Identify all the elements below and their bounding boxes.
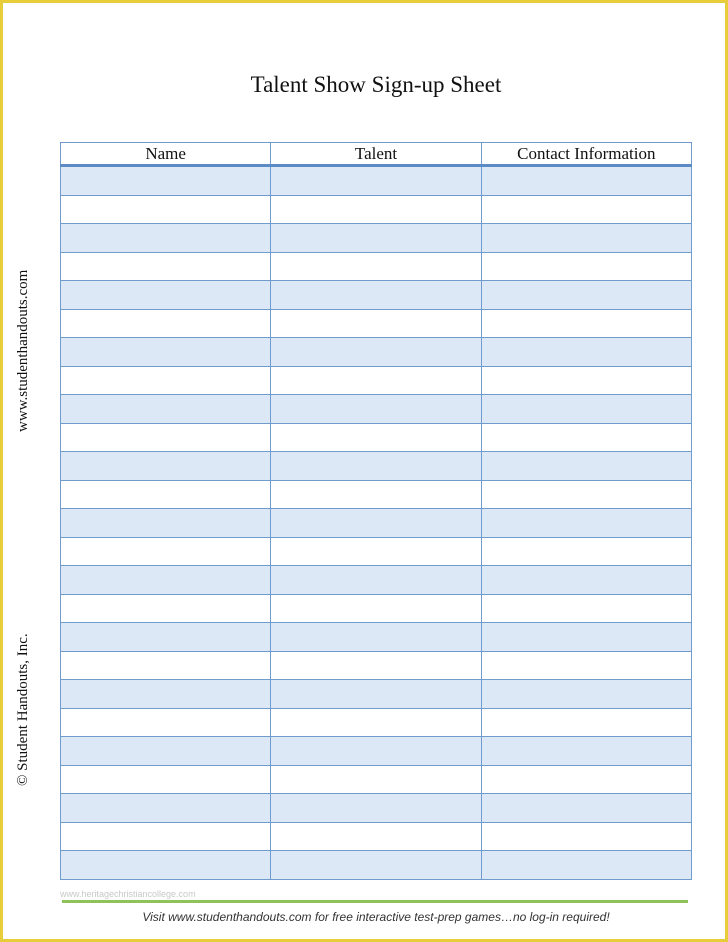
talent-cell[interactable] (271, 309, 481, 338)
talent-cell[interactable] (271, 480, 481, 509)
contact-cell[interactable] (481, 452, 691, 481)
table-row (61, 195, 692, 224)
talent-cell[interactable] (271, 252, 481, 281)
talent-cell[interactable] (271, 851, 481, 880)
name-cell[interactable] (61, 851, 271, 880)
table-row (61, 737, 692, 766)
contact-cell[interactable] (481, 366, 691, 395)
name-cell[interactable] (61, 166, 271, 196)
talent-cell[interactable] (271, 566, 481, 595)
talent-cell[interactable] (271, 452, 481, 481)
table-row (61, 395, 692, 424)
name-cell[interactable] (61, 765, 271, 794)
table-row (61, 480, 692, 509)
name-cell[interactable] (61, 195, 271, 224)
talent-cell[interactable] (271, 338, 481, 367)
table-header-row (61, 143, 692, 166)
side-website-text: www.studenthandouts.com (15, 269, 31, 432)
contact-cell[interactable] (481, 281, 691, 310)
name-cell[interactable] (61, 623, 271, 652)
name-cell[interactable] (61, 651, 271, 680)
column-header-talent: Talent (271, 143, 481, 166)
table-row (61, 509, 692, 538)
table-row (61, 452, 692, 481)
table-row (61, 623, 692, 652)
name-cell[interactable] (61, 480, 271, 509)
column-header-contact: Contact Information (481, 143, 691, 166)
watermark-text: www.heritagechristiancollege.com (60, 889, 196, 899)
talent-cell[interactable] (271, 794, 481, 823)
side-copyright-text: © Student Handouts, Inc. (15, 633, 31, 786)
contact-cell[interactable] (481, 594, 691, 623)
contact-cell[interactable] (481, 423, 691, 452)
talent-cell[interactable] (271, 680, 481, 709)
table-row (61, 680, 692, 709)
contact-cell[interactable] (481, 794, 691, 823)
talent-cell[interactable] (271, 195, 481, 224)
table-row (61, 594, 692, 623)
name-cell[interactable] (61, 680, 271, 709)
contact-cell[interactable] (481, 252, 691, 281)
table-row (61, 765, 692, 794)
name-cell[interactable] (61, 594, 271, 623)
table-row (61, 851, 692, 880)
contact-cell[interactable] (481, 338, 691, 367)
name-cell[interactable] (61, 281, 271, 310)
contact-cell[interactable] (481, 708, 691, 737)
talent-cell[interactable] (271, 623, 481, 652)
contact-cell[interactable] (481, 623, 691, 652)
table-row (61, 224, 692, 253)
contact-cell[interactable] (481, 224, 691, 253)
name-cell[interactable] (61, 423, 271, 452)
talent-cell[interactable] (271, 395, 481, 424)
contact-cell[interactable] (481, 851, 691, 880)
name-cell[interactable] (61, 366, 271, 395)
signup-table (60, 142, 692, 880)
talent-cell[interactable] (271, 366, 481, 395)
table-row (61, 166, 692, 196)
name-cell[interactable] (61, 309, 271, 338)
talent-cell[interactable] (271, 822, 481, 851)
name-cell[interactable] (61, 395, 271, 424)
table-row (61, 366, 692, 395)
name-cell[interactable] (61, 566, 271, 595)
contact-cell[interactable] (481, 195, 691, 224)
talent-cell[interactable] (271, 281, 481, 310)
talent-cell[interactable] (271, 509, 481, 538)
name-cell[interactable] (61, 737, 271, 766)
talent-cell[interactable] (271, 708, 481, 737)
contact-cell[interactable] (481, 480, 691, 509)
table-row (61, 708, 692, 737)
name-cell[interactable] (61, 509, 271, 538)
name-cell[interactable] (61, 822, 271, 851)
name-cell[interactable] (61, 252, 271, 281)
table-row (61, 423, 692, 452)
contact-cell[interactable] (481, 822, 691, 851)
table-body (61, 166, 692, 880)
table-row (61, 537, 692, 566)
contact-cell[interactable] (481, 651, 691, 680)
contact-cell[interactable] (481, 509, 691, 538)
name-cell[interactable] (61, 537, 271, 566)
contact-cell[interactable] (481, 395, 691, 424)
contact-cell[interactable] (481, 765, 691, 794)
contact-cell[interactable] (481, 737, 691, 766)
page-title: Talent Show Sign-up Sheet (250, 72, 502, 97)
contact-cell[interactable] (481, 680, 691, 709)
name-cell[interactable] (61, 224, 271, 253)
talent-cell[interactable] (271, 537, 481, 566)
contact-cell[interactable] (481, 309, 691, 338)
name-cell[interactable] (61, 452, 271, 481)
contact-cell[interactable] (481, 537, 691, 566)
table-row (61, 822, 692, 851)
talent-cell[interactable] (271, 765, 481, 794)
name-cell[interactable] (61, 338, 271, 367)
footer-divider (62, 900, 688, 903)
talent-cell[interactable] (271, 166, 481, 196)
table-row (61, 794, 692, 823)
table-row (61, 309, 692, 338)
talent-cell[interactable] (271, 737, 481, 766)
footer-text: Visit www.studenthandouts.com for free interactive test-prep games…no log-in required! (142, 910, 610, 924)
contact-cell[interactable] (481, 566, 691, 595)
talent-cell[interactable] (271, 651, 481, 680)
table-row (61, 338, 692, 367)
table-row (61, 252, 692, 281)
talent-cell[interactable] (271, 594, 481, 623)
name-cell[interactable] (61, 708, 271, 737)
contact-cell[interactable] (481, 166, 691, 196)
talent-cell[interactable] (271, 423, 481, 452)
table-row (61, 566, 692, 595)
table-row (61, 281, 692, 310)
table-row (61, 651, 692, 680)
name-cell[interactable] (61, 794, 271, 823)
talent-cell[interactable] (271, 224, 481, 253)
column-header-name: Name (61, 143, 271, 166)
